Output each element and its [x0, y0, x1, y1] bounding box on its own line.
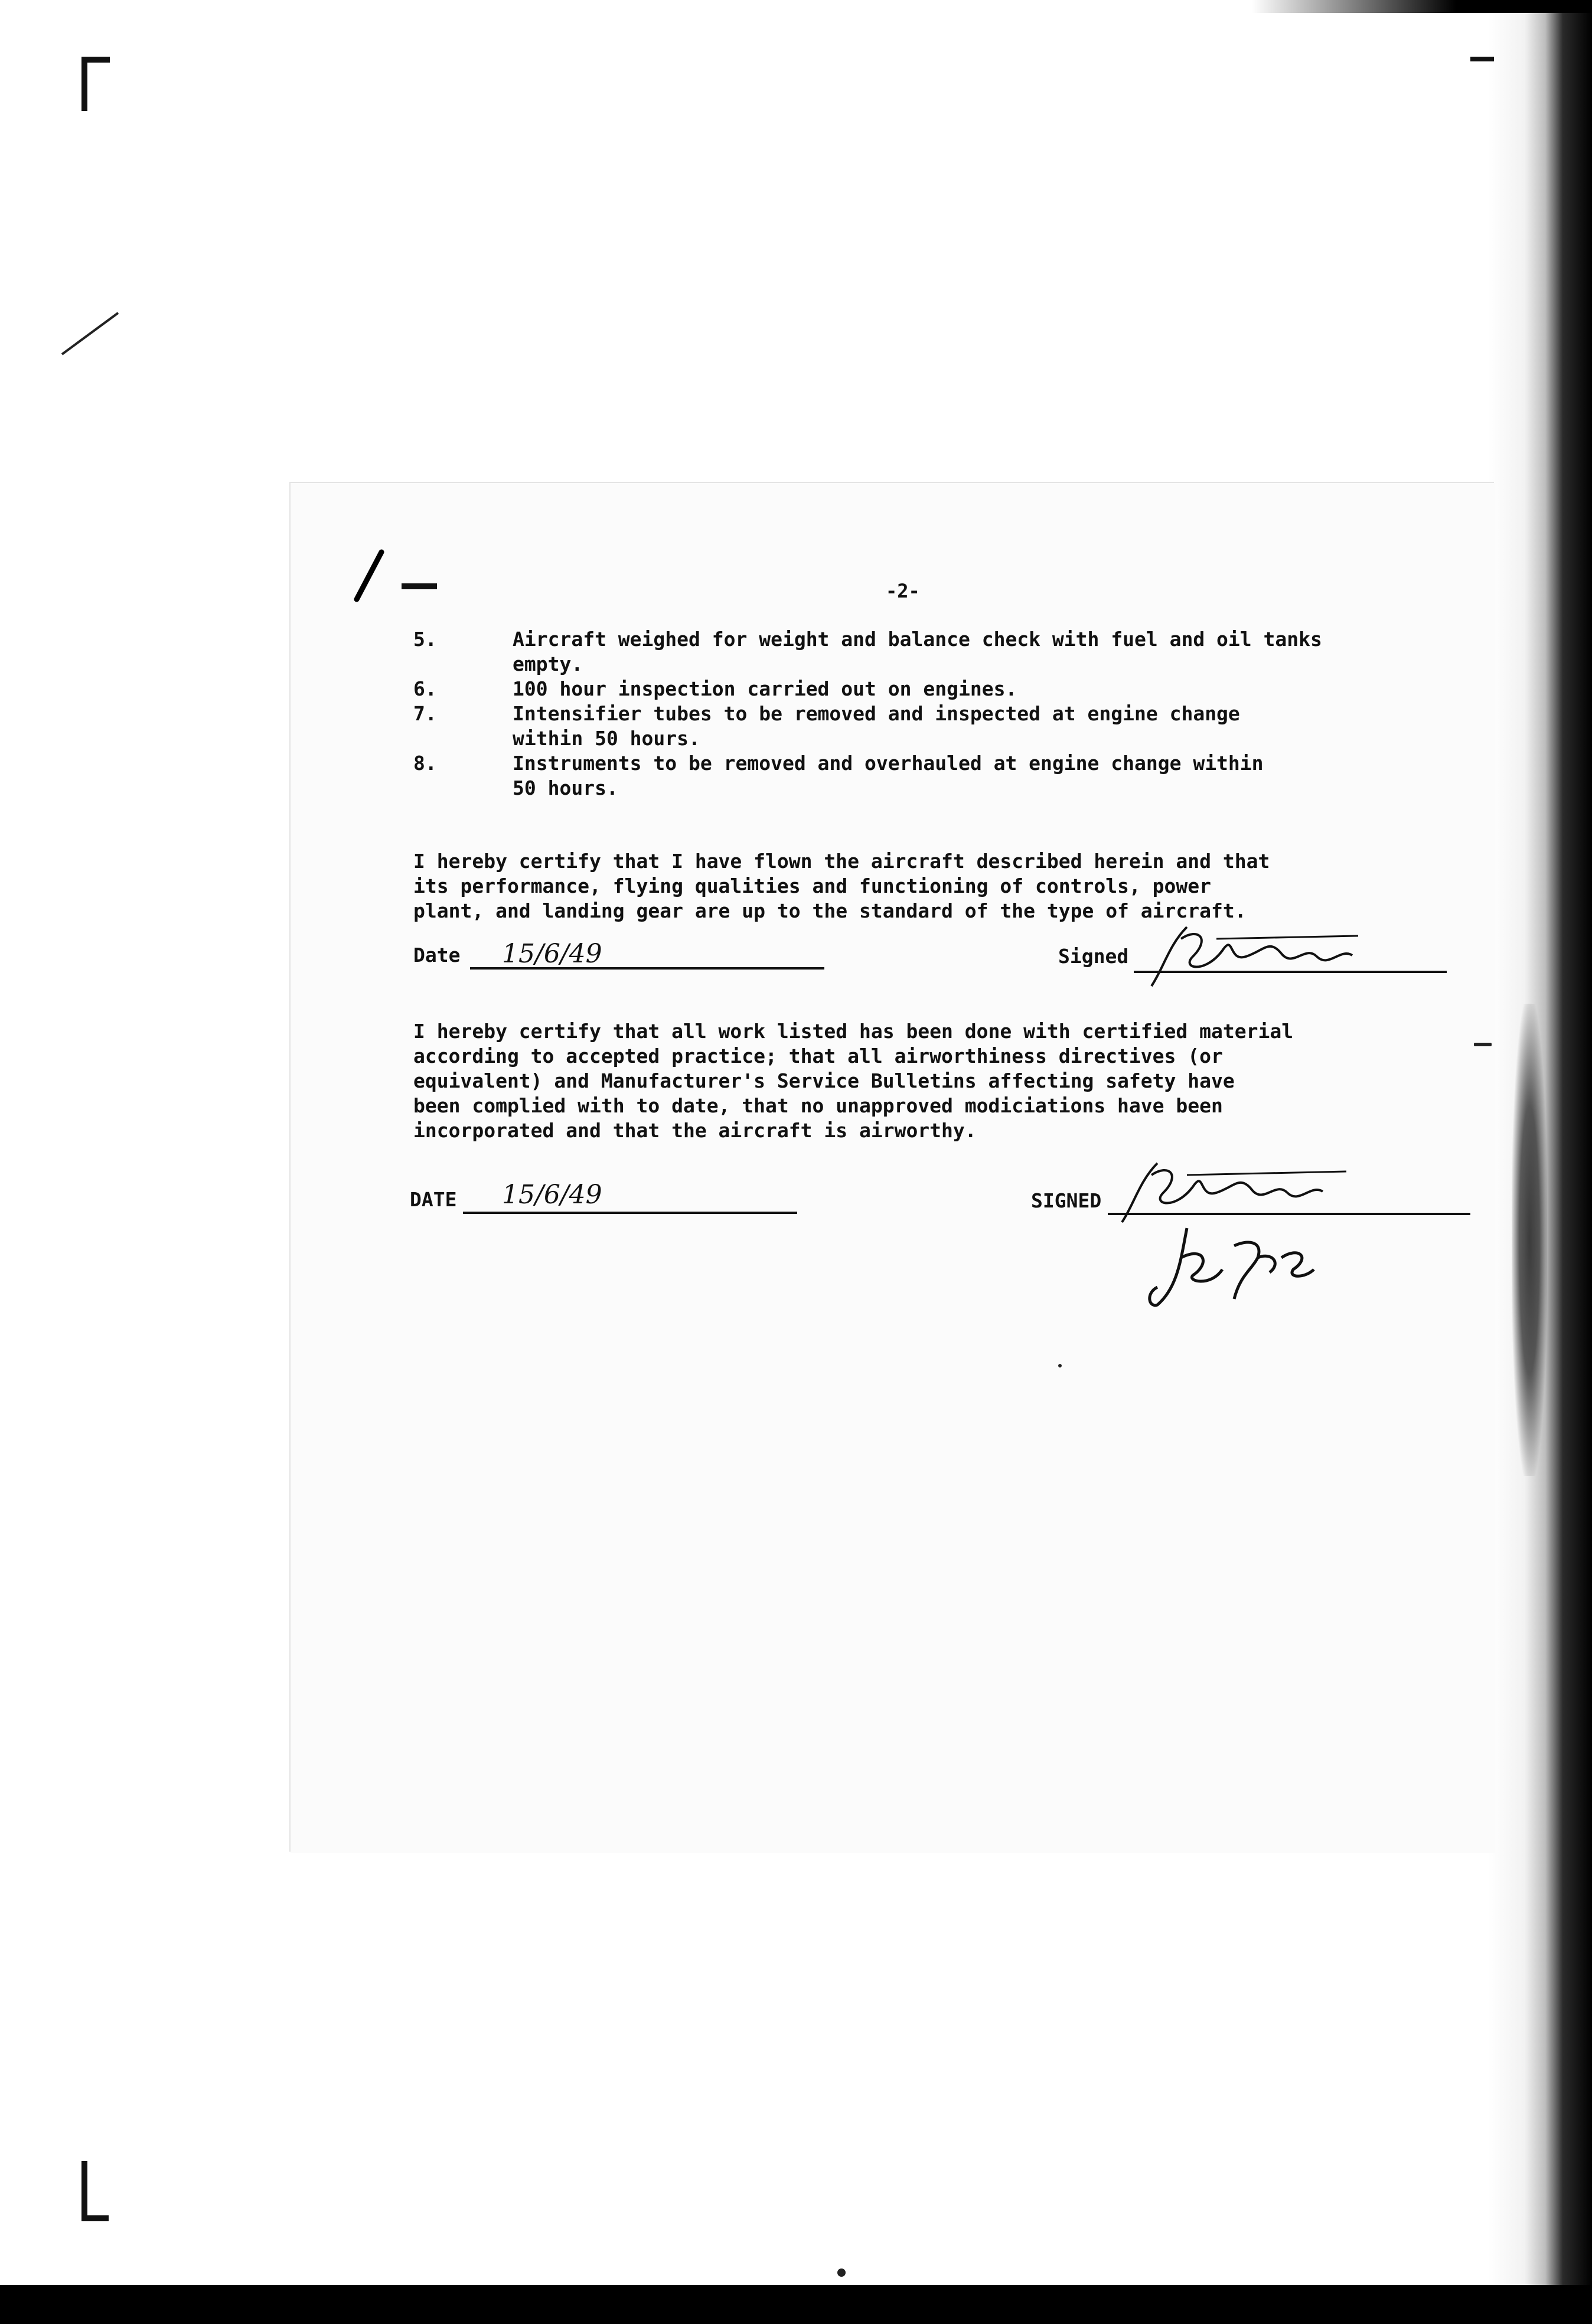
date-underline: [463, 1212, 797, 1214]
crop-mark-top-left-vertical: [81, 57, 87, 111]
signed-label: Signed: [1058, 945, 1129, 968]
item-text: Instruments to be removed and overhauled at engine change within 50 hours.: [513, 752, 1264, 799]
item-text: 100 hour inspection carried out on engines.: [513, 677, 1017, 700]
item-text: Aircraft weighed for weight and balance check with fuel and oil tanks empty.: [513, 628, 1322, 675]
page-number: -2-: [886, 580, 920, 602]
crop-mark-bottom-left-vertical: [81, 2161, 87, 2220]
list-item: [413, 627, 1476, 680]
date-value: 15/6/49: [502, 1180, 602, 1210]
date-label: DATE: [410, 1188, 457, 1211]
item-number: 7.: [413, 702, 437, 725]
list-item: [413, 701, 1476, 755]
crop-mark-top-left-horizontal: [81, 57, 110, 63]
list-item: [413, 677, 1476, 703]
item-text: Intensifier tubes to be removed and inspected at engine change within 50 hours.: [513, 702, 1240, 750]
date-value: 15/6/49: [502, 939, 602, 969]
margin-dash: [402, 583, 437, 589]
scan-bottom-edge: [0, 2285, 1592, 2324]
engineer-signature-2: [1146, 1222, 1323, 1311]
date-label: Date: [413, 944, 461, 967]
crop-mark-top-right-horizontal: [1470, 57, 1494, 61]
scan-speck: [837, 2268, 846, 2277]
engineer-certification-text: I hereby certify that all work listed has been done with certified material according to accepted practice; that all airworthiness directives (or equivalent) and Manufacturer's Service Bulletins affecting safety have been complied with to date, that no unapproved modiciations have been incorporated and that the aircraft is airworthy.: [413, 1020, 1294, 1142]
stray-pen-stroke: [59, 307, 124, 360]
item-number: 5.: [413, 628, 437, 651]
scan-top-edge: [1252, 0, 1592, 13]
pilot-signature: [1146, 921, 1364, 992]
scan-speck: [1474, 1043, 1492, 1046]
item-number: 6.: [413, 677, 437, 700]
margin-pen-mark: [352, 549, 387, 602]
engineer-signature-1: [1110, 1157, 1358, 1228]
crop-mark-bottom-left-horizontal: [81, 2215, 109, 2221]
item-number: 8.: [413, 752, 437, 775]
scan-speck: [1058, 1364, 1062, 1367]
pilot-certification-text: I hereby certify that I have flown the aircraft described herein and that its performance, flying qualities and functioning of controls, power plant, and landing gear are up to the standard of the type of aircraft.: [413, 850, 1270, 922]
list-item: [413, 751, 1476, 804]
scan-stain: [1512, 1004, 1547, 1476]
signed-label: SIGNED: [1031, 1189, 1102, 1212]
